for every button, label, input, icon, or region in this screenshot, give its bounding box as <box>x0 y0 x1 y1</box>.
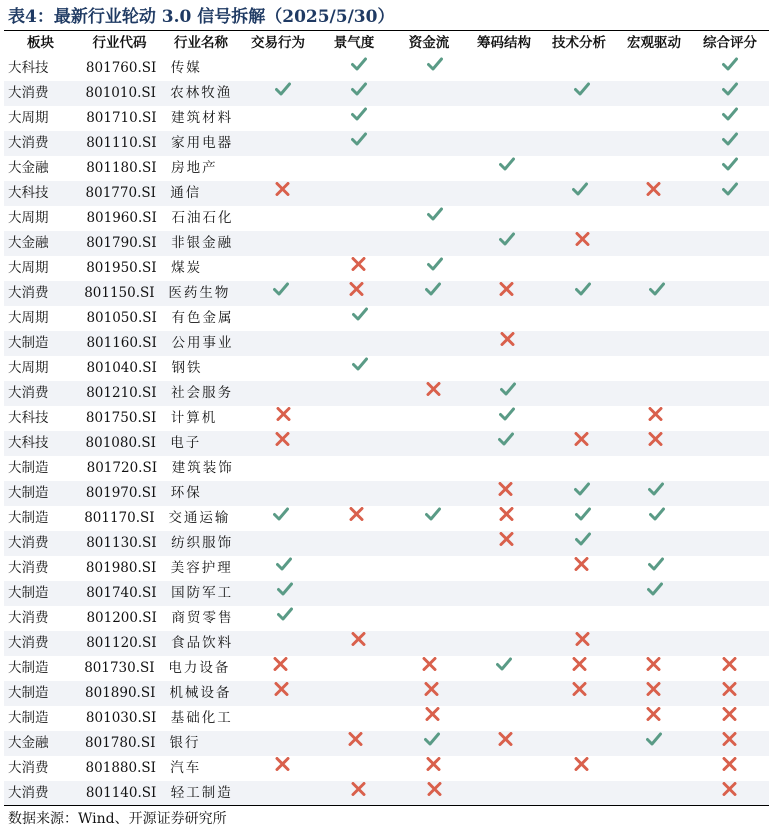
industry-code-cell: 801890.SI <box>85 685 156 701</box>
industry-code-cell: 801950.SI <box>86 260 157 276</box>
signal-cell <box>617 727 693 761</box>
cross-icon <box>693 677 769 702</box>
cross-icon <box>469 477 545 502</box>
check-icon <box>248 577 324 602</box>
signal-cell <box>545 752 619 786</box>
signal-cell <box>545 427 619 461</box>
industry-code-cell: 801180.SI <box>86 160 157 176</box>
check-icon <box>398 202 474 227</box>
signal-cell <box>470 527 546 561</box>
industry-code-cell: 801880.SI <box>85 760 156 776</box>
industry-code-cell: 801010.SI <box>85 85 156 101</box>
sector-cell: 大消费 <box>8 785 49 801</box>
signal-cell <box>323 352 399 386</box>
signal-cell <box>693 177 769 211</box>
column-header: 行业代码 <box>92 35 147 51</box>
signal-cell <box>320 502 396 536</box>
check-icon <box>546 527 622 552</box>
signal-cell <box>545 77 619 111</box>
industry-code-cell: 801150.SI <box>84 285 155 301</box>
check-icon <box>244 277 320 302</box>
industry-name-cell: 医药生物 <box>168 285 231 301</box>
signal-cell <box>322 627 398 661</box>
industry-code-cell: 801770.SI <box>85 185 156 201</box>
signal-cell <box>246 77 322 111</box>
sector-cell: 大制造 <box>8 685 49 701</box>
cross-icon <box>246 177 322 202</box>
cross-icon <box>320 502 396 527</box>
cross-icon <box>619 402 695 427</box>
table-title: 表4：最新行业轮动 3.0 信号拆解（2025/5/30） <box>8 7 395 27</box>
industry-code-cell: 801050.SI <box>86 310 157 326</box>
cross-icon <box>543 652 619 677</box>
cross-icon <box>470 502 546 527</box>
signal-cell <box>246 177 322 211</box>
industry-name-cell: 建筑材料 <box>171 110 234 126</box>
column-header: 综合评分 <box>703 35 757 51</box>
industry-name-cell: 交通运输 <box>168 510 231 526</box>
cross-icon <box>322 252 398 277</box>
signal-cell <box>248 602 324 636</box>
industry-name-cell: 电子 <box>170 435 202 451</box>
cross-icon <box>693 727 769 752</box>
cross-icon <box>617 702 693 727</box>
signal-cell <box>620 502 696 536</box>
industry-name-cell: 钢铁 <box>171 360 203 376</box>
industry-code-cell: 801110.SI <box>86 135 157 151</box>
industry-code-cell: 801160.SI <box>86 335 157 351</box>
check-icon <box>546 502 622 527</box>
signal-cell <box>469 427 545 461</box>
check-icon <box>396 502 472 527</box>
check-icon <box>322 52 398 77</box>
check-icon <box>323 302 399 327</box>
signal-cell <box>396 277 470 311</box>
check-icon <box>543 177 619 202</box>
signal-cell <box>546 227 620 261</box>
sector-cell: 大消费 <box>8 85 49 101</box>
signal-cell <box>244 502 320 536</box>
industry-name-cell: 美容护理 <box>170 560 233 576</box>
cross-icon <box>319 727 395 752</box>
signal-cell <box>467 652 543 686</box>
cross-icon <box>244 652 320 677</box>
cross-icon <box>393 652 469 677</box>
cross-icon <box>543 677 619 702</box>
check-icon <box>322 77 398 102</box>
check-icon <box>693 177 769 202</box>
cross-icon <box>470 277 546 302</box>
check-icon <box>620 277 696 302</box>
industry-name-cell: 商贸零售 <box>171 610 234 626</box>
sector-cell: 大制造 <box>8 460 49 476</box>
signal-cell <box>546 277 620 311</box>
industry-code-cell: 801790.SI <box>86 235 157 251</box>
table-body <box>4 56 769 806</box>
cross-icon <box>397 752 473 777</box>
sector-cell: 大制造 <box>8 660 49 676</box>
signal-cell <box>470 277 546 311</box>
industry-name-cell: 基础化工 <box>170 710 233 726</box>
check-icon <box>322 127 398 152</box>
column-header: 板块 <box>27 35 54 51</box>
cross-icon <box>546 227 622 252</box>
cross-icon <box>617 677 693 702</box>
industry-code-cell: 801710.SI <box>86 110 157 126</box>
sector-cell: 大消费 <box>8 760 49 776</box>
check-icon <box>546 277 622 302</box>
cross-icon <box>693 752 769 777</box>
industry-name-cell: 社会服务 <box>171 385 234 401</box>
industry-name-cell: 传媒 <box>170 60 202 76</box>
cross-icon <box>396 702 472 727</box>
industry-code-cell: 801980.SI <box>85 560 157 576</box>
signal-cell <box>398 202 472 236</box>
industry-code-cell: 801170.SI <box>84 510 155 526</box>
sector-cell: 大制造 <box>8 510 49 526</box>
check-icon <box>247 552 323 577</box>
check-icon <box>323 352 399 377</box>
check-icon <box>244 502 320 527</box>
industry-code-cell: 801210.SI <box>86 385 157 401</box>
cross-icon <box>322 627 398 652</box>
check-icon <box>693 102 769 127</box>
sector-cell: 大制造 <box>8 585 49 601</box>
industry-name-cell: 环保 <box>170 485 202 501</box>
industry-name-cell: 银行 <box>169 735 201 751</box>
cross-icon <box>246 752 322 777</box>
signal-cell <box>244 277 320 311</box>
check-icon <box>322 102 398 127</box>
signal-cell <box>323 302 399 336</box>
signal-cell <box>470 227 546 261</box>
check-icon <box>395 727 471 752</box>
industry-code-cell: 801740.SI <box>86 585 157 601</box>
signal-cell <box>618 577 694 611</box>
column-header: 行业名称 <box>174 35 228 51</box>
check-icon <box>545 77 621 102</box>
cross-icon <box>397 377 473 402</box>
industry-code-cell: 801960.SI <box>86 210 157 226</box>
industry-code-cell: 801730.SI <box>84 660 155 676</box>
check-icon <box>693 127 769 152</box>
cross-icon <box>245 677 321 702</box>
cross-icon <box>470 527 546 552</box>
industry-code-cell: 801970.SI <box>85 485 157 501</box>
cross-icon <box>545 552 621 577</box>
signal-table <box>4 31 769 806</box>
industry-code-cell: 801040.SI <box>86 360 157 376</box>
sector-cell: 大消费 <box>8 560 49 576</box>
industry-code-cell: 801120.SI <box>86 635 157 651</box>
signal-cell <box>319 727 395 761</box>
cross-icon <box>322 777 398 802</box>
signal-cell <box>470 152 546 186</box>
check-icon <box>470 152 546 177</box>
signal-cell <box>246 427 322 461</box>
industry-name-cell: 纺织服饰 <box>171 535 234 551</box>
sector-cell: 大消费 <box>8 535 49 551</box>
sector-cell: 大制造 <box>8 710 49 726</box>
industry-code-cell: 801030.SI <box>85 710 157 726</box>
check-icon <box>693 152 769 177</box>
industry-name-cell: 通信 <box>170 185 202 201</box>
check-icon <box>248 602 324 627</box>
sector-cell: 大科技 <box>8 185 49 201</box>
sector-cell: 大消费 <box>8 385 49 401</box>
cross-icon <box>469 727 545 752</box>
industry-name-cell: 电力设备 <box>168 660 231 676</box>
industry-name-cell: 非银金融 <box>171 235 234 251</box>
industry-name-cell: 食品饮料 <box>171 635 234 651</box>
check-icon <box>471 377 547 402</box>
signal-cell <box>617 177 693 211</box>
sector-cell: 大制造 <box>8 335 49 351</box>
industry-code-cell: 801780.SI <box>85 735 156 751</box>
bottom-rule <box>4 805 769 806</box>
cross-icon <box>693 702 769 727</box>
industry-name-cell: 轻工制造 <box>170 785 233 801</box>
check-icon <box>619 477 695 502</box>
column-header: 景气度 <box>333 35 375 51</box>
check-icon <box>693 77 769 102</box>
column-header: 宏观驱动 <box>627 35 681 51</box>
cross-icon <box>545 427 621 452</box>
sector-cell: 大周期 <box>8 310 49 326</box>
cross-icon <box>320 277 396 302</box>
signal-cell <box>397 377 471 411</box>
sector-cell: 大金融 <box>8 735 49 751</box>
industry-name-cell: 农林牧渔 <box>170 85 233 101</box>
cross-icon <box>546 627 622 652</box>
column-header: 筹码结构 <box>477 35 531 51</box>
industry-name-cell: 煤炭 <box>171 260 203 276</box>
sector-cell: 大制造 <box>8 485 49 501</box>
check-icon <box>470 227 546 252</box>
check-icon <box>470 402 546 427</box>
sector-cell: 大科技 <box>8 410 49 426</box>
industry-name-cell: 国防军工 <box>171 585 234 601</box>
signal-cell <box>543 177 617 211</box>
cross-icon <box>617 177 693 202</box>
cross-icon <box>247 402 323 427</box>
cross-icon <box>693 652 769 677</box>
industry-name-cell: 汽车 <box>170 760 202 776</box>
table-row <box>4 781 769 806</box>
industry-name-cell: 计算机 <box>170 410 218 426</box>
sector-cell: 大消费 <box>8 285 49 301</box>
signal-cell <box>545 552 619 586</box>
industry-name-cell: 房地产 <box>171 160 218 176</box>
signal-cell <box>398 52 472 86</box>
cross-icon <box>617 652 693 677</box>
check-icon <box>469 427 545 452</box>
check-icon <box>398 252 474 277</box>
check-icon <box>398 52 474 77</box>
industry-name-cell: 公用事业 <box>171 335 234 351</box>
sector-cell: 大周期 <box>8 360 49 376</box>
check-icon <box>619 552 695 577</box>
table-row <box>4 181 769 206</box>
check-icon <box>620 502 696 527</box>
check-icon <box>467 652 543 677</box>
check-icon <box>396 277 472 302</box>
signal-cell <box>245 677 321 711</box>
table-row <box>4 506 769 531</box>
table-row <box>4 431 769 456</box>
cross-icon <box>246 427 322 452</box>
industry-name-cell: 有色金属 <box>171 310 234 326</box>
cross-icon <box>395 677 471 702</box>
column-header: 技术分析 <box>552 35 606 51</box>
check-icon <box>618 577 694 602</box>
signal-cell <box>471 327 547 361</box>
industry-name-cell: 建筑装饰 <box>171 460 234 476</box>
table-row <box>4 731 769 756</box>
sector-cell: 大金融 <box>8 235 49 251</box>
industry-code-cell: 801760.SI <box>85 60 157 76</box>
cross-icon <box>619 427 695 452</box>
column-header: 交易行为 <box>251 35 305 51</box>
sector-cell: 大周期 <box>8 260 49 276</box>
cross-icon <box>693 777 769 802</box>
check-icon <box>246 77 322 102</box>
industry-name-cell: 石油石化 <box>171 210 234 226</box>
table-row <box>4 131 769 156</box>
signal-cell <box>619 427 695 461</box>
industry-code-cell: 801140.SI <box>85 785 157 801</box>
signal-cell <box>246 752 322 786</box>
signal-cell <box>322 127 398 161</box>
sector-cell: 大周期 <box>8 210 49 226</box>
sector-cell: 大消费 <box>8 610 49 626</box>
signal-cell <box>396 502 470 536</box>
check-icon <box>617 727 693 752</box>
industry-code-cell: 801750.SI <box>85 410 157 426</box>
cross-icon <box>398 777 474 802</box>
industry-name-cell: 家用电器 <box>171 135 234 151</box>
sector-cell: 大消费 <box>8 635 49 651</box>
industry-code-cell: 801720.SI <box>86 460 158 476</box>
signal-cell <box>469 727 545 761</box>
industry-code-cell: 801080.SI <box>85 435 156 451</box>
signal-cell <box>620 277 696 311</box>
cross-icon <box>471 327 547 352</box>
sector-cell: 大金融 <box>8 160 49 176</box>
table-row <box>4 356 769 381</box>
check-icon <box>545 477 621 502</box>
sector-cell: 大科技 <box>8 60 49 76</box>
column-header: 资金流 <box>408 35 450 51</box>
industry-code-cell: 801200.SI <box>86 610 157 626</box>
cross-icon <box>545 752 621 777</box>
industry-name-cell: 机械设备 <box>169 685 232 701</box>
sector-cell: 大周期 <box>8 110 49 126</box>
source-note: 数据来源：Wind、开源证券研究所 <box>8 811 227 827</box>
table-row <box>4 581 769 606</box>
sector-cell: 大科技 <box>8 435 49 451</box>
signal-cell <box>543 677 617 711</box>
sector-cell: 大消费 <box>8 135 49 151</box>
check-icon <box>693 52 769 77</box>
industry-code-cell: 801130.SI <box>86 535 157 551</box>
